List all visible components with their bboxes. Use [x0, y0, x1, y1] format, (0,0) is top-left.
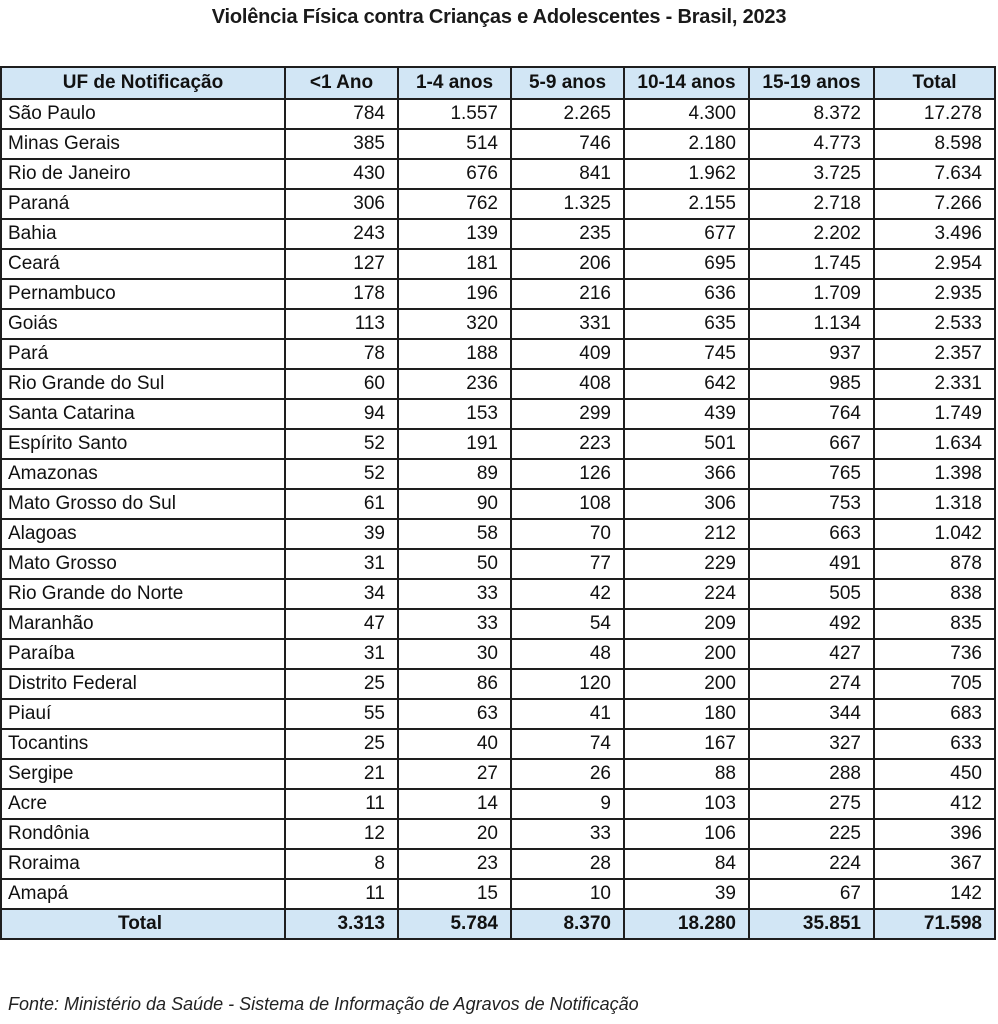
value-cell-total: 878 [874, 549, 995, 579]
value-cell-15-19: 765 [749, 459, 874, 489]
table-row [1, 99, 995, 129]
table-row [1, 699, 995, 729]
table-row [1, 429, 995, 459]
value-cell-10-14: 39 [624, 879, 749, 909]
table-row [1, 129, 995, 159]
value-cell-10-14: 224 [624, 579, 749, 609]
value-cell-1-4: 196 [398, 279, 511, 309]
value-cell-1-4: 236 [398, 369, 511, 399]
value-cell-10-14: 209 [624, 609, 749, 639]
table-row [1, 159, 995, 189]
state-name-cell: Espírito Santo [1, 429, 285, 459]
column-header-1-4: 1-4 anos [398, 67, 511, 99]
value-cell-15-19: 667 [749, 429, 874, 459]
value-cell-total: 7.266 [874, 189, 995, 219]
state-name-cell: Rondônia [1, 819, 285, 849]
total-label-cell: Total [1, 909, 285, 939]
value-cell-15-19: 505 [749, 579, 874, 609]
value-cell-lt1: 12 [285, 819, 398, 849]
value-cell-1-4: 14 [398, 789, 511, 819]
value-cell-5-9: 74 [511, 729, 624, 759]
table-row [1, 849, 995, 879]
table-body [1, 99, 995, 939]
value-cell-1-4: 320 [398, 309, 511, 339]
value-cell-lt1: 385 [285, 129, 398, 159]
table-row [1, 219, 995, 249]
value-cell-10-14: 636 [624, 279, 749, 309]
value-cell-5-9: 33 [511, 819, 624, 849]
state-name-cell: Pernambuco [1, 279, 285, 309]
value-cell-10-14: 501 [624, 429, 749, 459]
value-cell-total: 412 [874, 789, 995, 819]
state-name-cell: Santa Catarina [1, 399, 285, 429]
value-cell-total: 17.278 [874, 99, 995, 129]
value-cell-15-19: 1.745 [749, 249, 874, 279]
state-name-cell: Pará [1, 339, 285, 369]
table-row [1, 729, 995, 759]
value-cell-lt1: 31 [285, 639, 398, 669]
value-cell-total: 683 [874, 699, 995, 729]
total-cell-15-19: 35.851 [749, 909, 874, 939]
value-cell-15-19: 67 [749, 879, 874, 909]
value-cell-10-14: 88 [624, 759, 749, 789]
value-cell-15-19: 427 [749, 639, 874, 669]
value-cell-1-4: 762 [398, 189, 511, 219]
value-cell-15-19: 663 [749, 519, 874, 549]
value-cell-lt1: 784 [285, 99, 398, 129]
violence-data-table [0, 66, 996, 940]
value-cell-10-14: 366 [624, 459, 749, 489]
value-cell-lt1: 25 [285, 729, 398, 759]
value-cell-total: 633 [874, 729, 995, 759]
value-cell-15-19: 753 [749, 489, 874, 519]
value-cell-1-4: 33 [398, 579, 511, 609]
value-cell-15-19: 492 [749, 609, 874, 639]
value-cell-15-19: 8.372 [749, 99, 874, 129]
value-cell-15-19: 1.134 [749, 309, 874, 339]
table-row [1, 459, 995, 489]
value-cell-1-4: 15 [398, 879, 511, 909]
value-cell-5-9: 70 [511, 519, 624, 549]
value-cell-10-14: 745 [624, 339, 749, 369]
value-cell-1-4: 30 [398, 639, 511, 669]
state-name-cell: Maranhão [1, 609, 285, 639]
value-cell-5-9: 841 [511, 159, 624, 189]
state-name-cell: Bahia [1, 219, 285, 249]
column-header-uf: UF de Notificação [1, 67, 285, 99]
value-cell-1-4: 90 [398, 489, 511, 519]
state-name-cell: Rio de Janeiro [1, 159, 285, 189]
value-cell-10-14: 2.180 [624, 129, 749, 159]
value-cell-lt1: 21 [285, 759, 398, 789]
total-cell-1-4: 5.784 [398, 909, 511, 939]
value-cell-1-4: 139 [398, 219, 511, 249]
table-row [1, 609, 995, 639]
value-cell-lt1: 94 [285, 399, 398, 429]
value-cell-15-19: 288 [749, 759, 874, 789]
state-name-cell: Piauí [1, 699, 285, 729]
value-cell-total: 2.357 [874, 339, 995, 369]
value-cell-1-4: 676 [398, 159, 511, 189]
table-row [1, 519, 995, 549]
value-cell-15-19: 491 [749, 549, 874, 579]
value-cell-lt1: 78 [285, 339, 398, 369]
source-footnote: Fonte: Ministério da Saúde - Sistema de Informação de Agravos de Notificação [8, 994, 639, 1014]
column-header-15-19: 15-19 anos [749, 67, 874, 99]
total-cell-10-14: 18.280 [624, 909, 749, 939]
value-cell-5-9: 408 [511, 369, 624, 399]
value-cell-total: 835 [874, 609, 995, 639]
value-cell-lt1: 11 [285, 879, 398, 909]
value-cell-total: 2.954 [874, 249, 995, 279]
value-cell-10-14: 200 [624, 639, 749, 669]
table-title: Violência Física contra Crianças e Adolescentes - Brasil, 2023 [211, 6, 787, 28]
value-cell-15-19: 3.725 [749, 159, 874, 189]
value-cell-total: 2.935 [874, 279, 995, 309]
total-cell-5-9: 8.370 [511, 909, 624, 939]
value-cell-1-4: 188 [398, 339, 511, 369]
table-row [1, 249, 995, 279]
value-cell-total: 3.496 [874, 219, 995, 249]
value-cell-lt1: 8 [285, 849, 398, 879]
value-cell-10-14: 635 [624, 309, 749, 339]
column-header-total: Total [874, 67, 995, 99]
total-cell-lt1: 3.313 [285, 909, 398, 939]
table-row [1, 819, 995, 849]
value-cell-10-14: 180 [624, 699, 749, 729]
table-row [1, 759, 995, 789]
value-cell-total: 142 [874, 879, 995, 909]
value-cell-5-9: 120 [511, 669, 624, 699]
value-cell-15-19: 2.718 [749, 189, 874, 219]
value-cell-15-19: 2.202 [749, 219, 874, 249]
value-cell-5-9: 54 [511, 609, 624, 639]
table-row [1, 669, 995, 699]
value-cell-total: 1.398 [874, 459, 995, 489]
value-cell-15-19: 274 [749, 669, 874, 699]
value-cell-5-9: 42 [511, 579, 624, 609]
value-cell-15-19: 937 [749, 339, 874, 369]
value-cell-5-9: 331 [511, 309, 624, 339]
value-cell-lt1: 52 [285, 429, 398, 459]
value-cell-lt1: 127 [285, 249, 398, 279]
value-cell-lt1: 25 [285, 669, 398, 699]
value-cell-5-9: 409 [511, 339, 624, 369]
state-name-cell: Distrito Federal [1, 669, 285, 699]
column-header-lt1: <1 Ano [285, 67, 398, 99]
column-header-5-9: 5-9 anos [511, 67, 624, 99]
value-cell-10-14: 200 [624, 669, 749, 699]
total-cell-total: 71.598 [874, 909, 995, 939]
value-cell-10-14: 167 [624, 729, 749, 759]
value-cell-10-14: 677 [624, 219, 749, 249]
value-cell-5-9: 1.325 [511, 189, 624, 219]
value-cell-total: 2.533 [874, 309, 995, 339]
value-cell-10-14: 229 [624, 549, 749, 579]
state-name-cell: Amazonas [1, 459, 285, 489]
table-row [1, 279, 995, 309]
table-row [1, 309, 995, 339]
value-cell-10-14: 212 [624, 519, 749, 549]
state-name-cell: Ceará [1, 249, 285, 279]
value-cell-total: 736 [874, 639, 995, 669]
value-cell-total: 450 [874, 759, 995, 789]
value-cell-5-9: 235 [511, 219, 624, 249]
value-cell-total: 1.634 [874, 429, 995, 459]
value-cell-1-4: 181 [398, 249, 511, 279]
value-cell-15-19: 225 [749, 819, 874, 849]
value-cell-5-9: 108 [511, 489, 624, 519]
value-cell-10-14: 4.300 [624, 99, 749, 129]
state-name-cell: Amapá [1, 879, 285, 909]
value-cell-5-9: 206 [511, 249, 624, 279]
value-cell-1-4: 58 [398, 519, 511, 549]
value-cell-total: 367 [874, 849, 995, 879]
value-cell-lt1: 34 [285, 579, 398, 609]
value-cell-10-14: 84 [624, 849, 749, 879]
value-cell-total: 1.318 [874, 489, 995, 519]
value-cell-1-4: 23 [398, 849, 511, 879]
value-cell-total: 396 [874, 819, 995, 849]
value-cell-5-9: 299 [511, 399, 624, 429]
table-row [1, 489, 995, 519]
value-cell-10-14: 306 [624, 489, 749, 519]
value-cell-5-9: 48 [511, 639, 624, 669]
value-cell-5-9: 216 [511, 279, 624, 309]
value-cell-10-14: 1.962 [624, 159, 749, 189]
state-name-cell: Rio Grande do Sul [1, 369, 285, 399]
state-name-cell: Sergipe [1, 759, 285, 789]
value-cell-total: 838 [874, 579, 995, 609]
value-cell-15-19: 985 [749, 369, 874, 399]
value-cell-5-9: 28 [511, 849, 624, 879]
table-row [1, 879, 995, 909]
value-cell-lt1: 178 [285, 279, 398, 309]
state-name-cell: São Paulo [1, 99, 285, 129]
value-cell-10-14: 106 [624, 819, 749, 849]
value-cell-10-14: 642 [624, 369, 749, 399]
value-cell-5-9: 26 [511, 759, 624, 789]
value-cell-5-9: 746 [511, 129, 624, 159]
value-cell-lt1: 47 [285, 609, 398, 639]
value-cell-10-14: 2.155 [624, 189, 749, 219]
value-cell-5-9: 10 [511, 879, 624, 909]
value-cell-lt1: 39 [285, 519, 398, 549]
value-cell-15-19: 275 [749, 789, 874, 819]
value-cell-total: 705 [874, 669, 995, 699]
column-header-10-14: 10-14 anos [624, 67, 749, 99]
total-row [1, 909, 995, 939]
state-name-cell: Paraná [1, 189, 285, 219]
value-cell-lt1: 306 [285, 189, 398, 219]
state-name-cell: Rio Grande do Norte [1, 579, 285, 609]
value-cell-total: 1.749 [874, 399, 995, 429]
value-cell-1-4: 86 [398, 669, 511, 699]
value-cell-lt1: 61 [285, 489, 398, 519]
value-cell-1-4: 191 [398, 429, 511, 459]
value-cell-lt1: 430 [285, 159, 398, 189]
table-row [1, 639, 995, 669]
table-row [1, 339, 995, 369]
table-row [1, 189, 995, 219]
value-cell-lt1: 11 [285, 789, 398, 819]
value-cell-5-9: 41 [511, 699, 624, 729]
table-row [1, 369, 995, 399]
value-cell-1-4: 33 [398, 609, 511, 639]
value-cell-total: 8.598 [874, 129, 995, 159]
value-cell-lt1: 31 [285, 549, 398, 579]
state-name-cell: Paraíba [1, 639, 285, 669]
state-name-cell: Alagoas [1, 519, 285, 549]
table-row [1, 579, 995, 609]
header-row [1, 67, 995, 99]
state-name-cell: Roraima [1, 849, 285, 879]
value-cell-10-14: 103 [624, 789, 749, 819]
table-row [1, 399, 995, 429]
value-cell-lt1: 243 [285, 219, 398, 249]
value-cell-total: 7.634 [874, 159, 995, 189]
value-cell-15-19: 344 [749, 699, 874, 729]
value-cell-lt1: 52 [285, 459, 398, 489]
value-cell-1-4: 1.557 [398, 99, 511, 129]
table-row [1, 549, 995, 579]
state-name-cell: Tocantins [1, 729, 285, 759]
value-cell-15-19: 327 [749, 729, 874, 759]
value-cell-5-9: 9 [511, 789, 624, 819]
value-cell-lt1: 60 [285, 369, 398, 399]
value-cell-15-19: 1.709 [749, 279, 874, 309]
value-cell-1-4: 514 [398, 129, 511, 159]
value-cell-lt1: 55 [285, 699, 398, 729]
value-cell-total: 2.331 [874, 369, 995, 399]
value-cell-15-19: 4.773 [749, 129, 874, 159]
value-cell-1-4: 20 [398, 819, 511, 849]
value-cell-lt1: 113 [285, 309, 398, 339]
state-name-cell: Minas Gerais [1, 129, 285, 159]
value-cell-1-4: 27 [398, 759, 511, 789]
value-cell-1-4: 40 [398, 729, 511, 759]
state-name-cell: Mato Grosso do Sul [1, 489, 285, 519]
value-cell-5-9: 2.265 [511, 99, 624, 129]
value-cell-5-9: 77 [511, 549, 624, 579]
value-cell-1-4: 153 [398, 399, 511, 429]
state-name-cell: Acre [1, 789, 285, 819]
state-name-cell: Goiás [1, 309, 285, 339]
state-name-cell: Mato Grosso [1, 549, 285, 579]
value-cell-15-19: 224 [749, 849, 874, 879]
value-cell-5-9: 126 [511, 459, 624, 489]
value-cell-total: 1.042 [874, 519, 995, 549]
value-cell-1-4: 50 [398, 549, 511, 579]
table-row [1, 789, 995, 819]
value-cell-1-4: 63 [398, 699, 511, 729]
value-cell-10-14: 695 [624, 249, 749, 279]
value-cell-15-19: 764 [749, 399, 874, 429]
value-cell-5-9: 223 [511, 429, 624, 459]
value-cell-10-14: 439 [624, 399, 749, 429]
value-cell-1-4: 89 [398, 459, 511, 489]
